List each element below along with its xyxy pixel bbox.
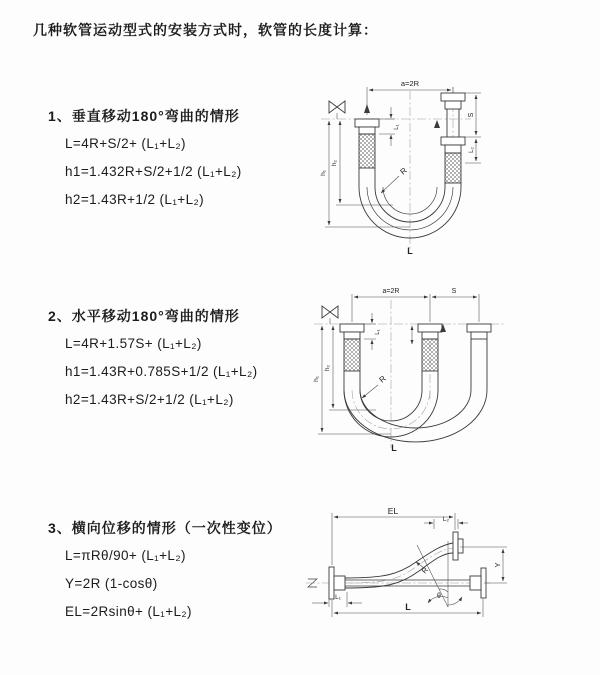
dim-label-y: Y <box>493 562 502 568</box>
middle-pipe-fitting <box>418 324 446 390</box>
left-pipe-fitting <box>355 104 379 187</box>
page-title: 几种软管运动型式的安装方式时，软管的长度计算： <box>33 22 378 38</box>
dim-label-L: L <box>391 443 397 453</box>
dim-label-a2r: a=2R <box>382 288 400 295</box>
diagram-horizontal-180-bend <box>306 282 578 454</box>
radius-label: R <box>398 165 409 177</box>
formula-line: h2=1.43R+S/2+1/2 (L₁+L₂) <box>65 392 234 407</box>
dim-label-l1: L₁ <box>394 124 400 130</box>
dim-label-h2: h₂ <box>324 364 331 372</box>
dim-label-l2: L₂ <box>442 516 450 523</box>
dim-label-h2: h₂ <box>331 159 338 167</box>
formula-line: h2=1.43R+1/2 (L₁+L₂) <box>65 192 205 207</box>
angle-label: θ <box>437 593 441 600</box>
dim-label-s: S <box>451 288 457 295</box>
dimensions <box>312 506 507 617</box>
section-3-heading: 3、横向位移的情形（一次性变位） <box>48 520 282 536</box>
dim-label-a2r: a=2R <box>400 79 420 88</box>
diagram-vertical-180-bend <box>313 75 571 257</box>
dim-label-l1: L₁ <box>335 594 341 601</box>
dim-label-h1: h₁ <box>320 170 327 176</box>
diagram-lateral-displacement <box>298 495 593 645</box>
section-lateral-displacement <box>48 518 282 622</box>
formula-line: EL=2Rsinθ+ (L₁+L₂) <box>65 604 192 619</box>
section-horizontal-movement <box>48 306 257 410</box>
dim-label-l2: L₂ <box>469 147 475 153</box>
section-1-heading: 1、垂直移动180°弯曲的情形 <box>48 108 240 124</box>
formula-line: L=4R+S/2+ (L₁+L₂) <box>65 136 186 151</box>
left-pipe-fitting <box>340 324 364 390</box>
centerlines <box>314 300 504 448</box>
formula-line: L=πRθ/90+ (L₁+L₂) <box>65 548 186 563</box>
dim-label-h1: h₁ <box>313 376 320 382</box>
valve-icon <box>329 101 345 119</box>
formula-line: h1=1.432R+S/2+1/2 (L₁+L₂) <box>65 164 242 179</box>
section-2-heading: 2、水平移动180°弯曲的情形 <box>48 308 240 324</box>
hose-s-curve-displaced <box>345 532 463 588</box>
valve-icon <box>322 306 338 324</box>
formula-line: L=4R+1.57S+ (L₁+L₂) <box>65 336 202 351</box>
radius-label: R <box>419 565 431 576</box>
formula-line: h1=1.43R+0.785S+1/2 (L₁+L₂) <box>65 364 258 379</box>
formula-line: Y=2R (1-cosθ) <box>65 576 158 591</box>
right-pipe-fitting <box>467 324 491 390</box>
section-vertical-movement <box>48 106 242 210</box>
dim-label-L: L <box>405 602 411 612</box>
radius-label: R <box>377 373 388 385</box>
dim-label-el: EL <box>387 506 399 516</box>
dim-label-L: L <box>407 246 413 256</box>
dim-label-s: S <box>468 112 475 118</box>
right-pipe-fitting <box>434 93 465 187</box>
dim-label-l1: L₁ <box>375 329 381 335</box>
